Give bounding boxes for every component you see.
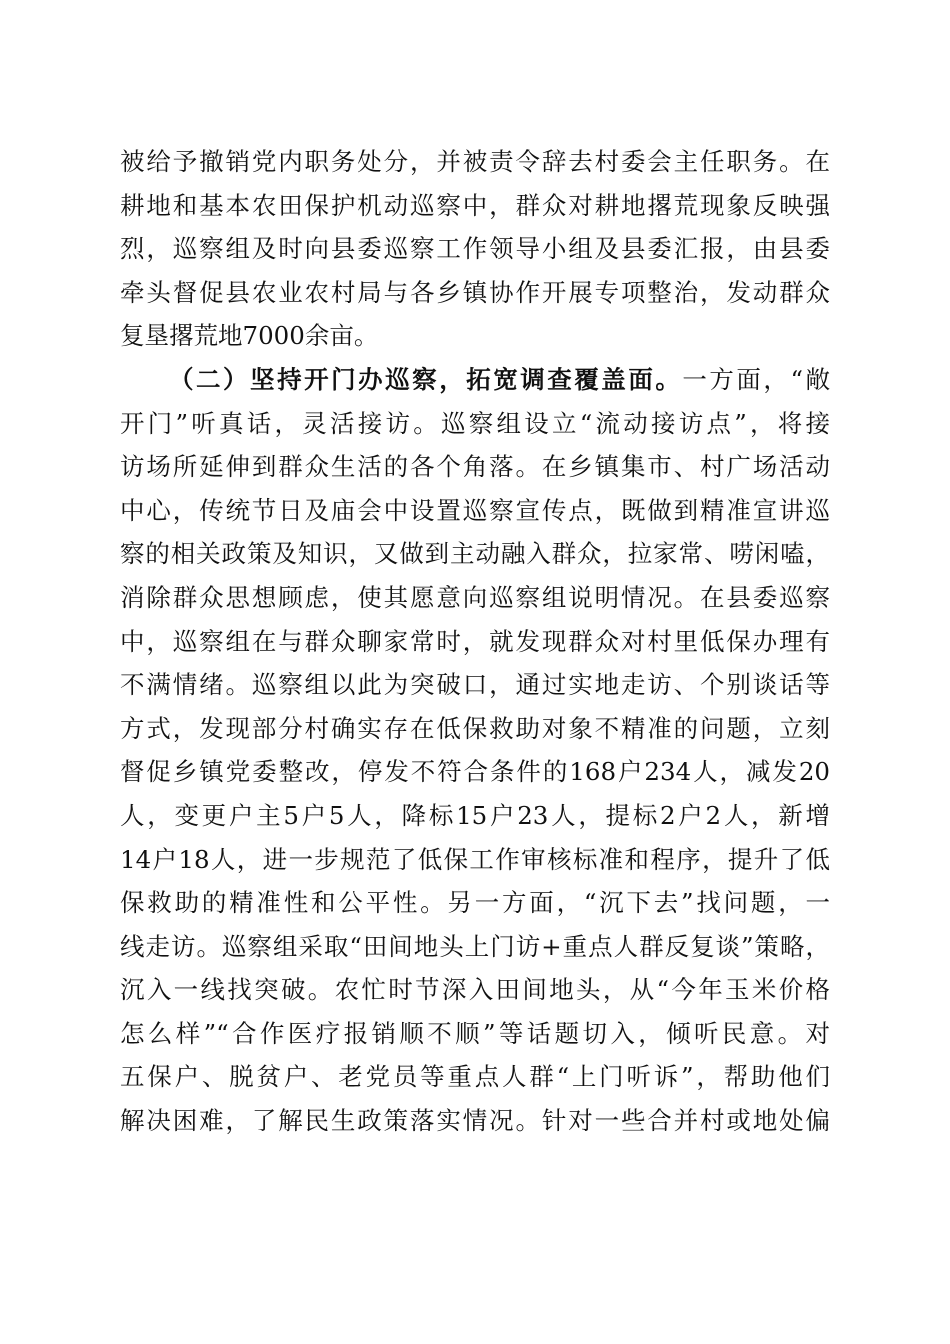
section-heading: （二）坚持开门办巡察，拓宽调查覆盖面。 — [169, 364, 683, 394]
text-line: 怎么样”“合作医疗报销顺不顺”等话题切入，倾听民意。对 — [120, 1018, 830, 1048]
text-line: 复垦撂荒地7000余亩。 — [120, 321, 379, 351]
text-line: 开门”听真话，灵活接访。巡察组设立“流动接访点”，将接 — [120, 408, 830, 438]
text-line: 保救助的精准性和公平性。另一方面，“沉下去”找问题，一 — [120, 888, 830, 918]
text-line: 烈，巡察组及时向县委巡察工作领导小组及县委汇报，由县委 — [120, 234, 830, 264]
text-line: 人，变更户主5户5人，降标15户23人，提标2户2人，新增 — [120, 800, 830, 830]
text-line: 五保户、脱贫户、老党员等重点人群“上门听诉”，帮助他们 — [120, 1062, 830, 1092]
text-line: 方式，发现部分村确实存在低保救助对象不精准的问题，立刻 — [120, 713, 830, 743]
text-line: 察的相关政策及知识，又做到主动融入群众，拉家常、唠闲嗑， — [120, 539, 830, 569]
text-line: 线走访。巡察组采取“田间地头上门访+重点人群反复谈”策略， — [120, 931, 830, 961]
text-line: 耕地和基本农田保护机动巡察中，群众对耕地撂荒现象反映强 — [120, 190, 830, 220]
text-line: 14户18人，进一步规范了低保工作审核标准和程序，提升了低 — [120, 844, 830, 874]
text-line: 牵头督促县农业农村局与各乡镇协作开展专项整治，发动群众 — [120, 277, 830, 307]
text-line: 督促乡镇党委整改，停发不符合条件的168户234人，减发20 — [120, 757, 830, 787]
document-body — [120, 140, 830, 1143]
text-run: 一方面，“敞 — [682, 364, 830, 394]
text-line: 访场所延伸到群众生活的各个角落。在乡镇集市、村广场活动 — [120, 452, 830, 482]
text-line: 不满情绪。巡察组以此为突破口，通过实地走访、个别谈话等 — [120, 670, 830, 700]
section-heading-line — [120, 358, 830, 402]
text-line: 中心，传统节日及庙会中设置巡察宣传点，既做到精准宣讲巡 — [120, 495, 830, 525]
text-line: 沉入一线找突破。农忙时节深入田间地头，从“今年玉米价格 — [120, 975, 830, 1005]
text-line: 被给予撤销党内职务处分，并被责令辞去村委会主任职务。在 — [120, 147, 830, 176]
text-line: 消除群众思想顾虑，使其愿意向巡察组说明情况。在县委巡察 — [120, 582, 830, 612]
text-line: 中，巡察组在与群众聊家常时，就发现群众对村里低保办理有 — [120, 626, 830, 656]
text-line: 解决困难，了解民生政策落实情况。针对一些合并村或地处偏 — [120, 1106, 830, 1136]
